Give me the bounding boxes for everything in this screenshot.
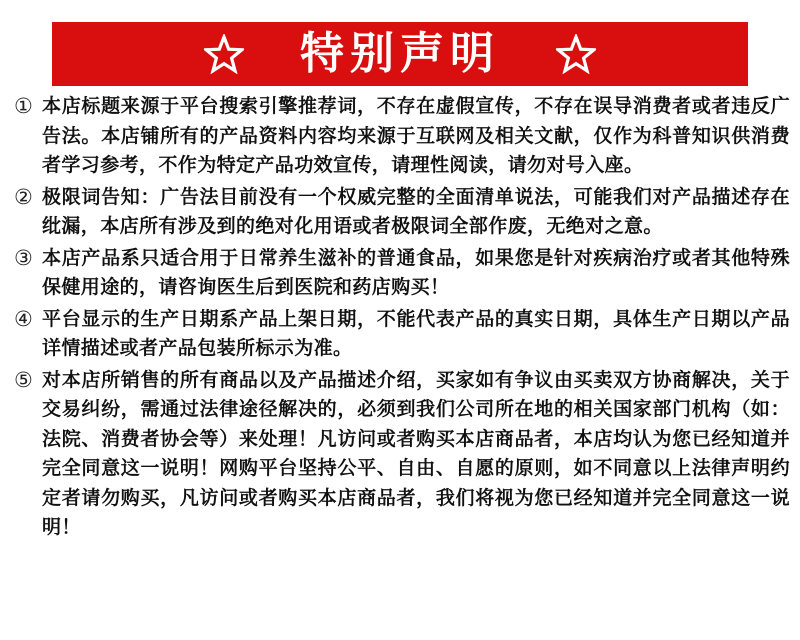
item-number: ①: [14, 94, 33, 118]
statement-item-1: [14, 92, 790, 181]
statement-list: [14, 92, 790, 545]
item-text: 极限词告知：广告法目前没有一个权威完整的全面清单说法，可能我们对产品描述存在纰漏，本店所有涉及到的绝对化用语或者极限词全部作废，无绝对之意。: [42, 185, 790, 237]
item-number: ②: [14, 184, 33, 209]
statement-item-4: [14, 305, 790, 364]
item-number: ⑤: [14, 367, 33, 392]
star-outline-icon: [204, 34, 244, 74]
item-number: ④: [14, 306, 33, 331]
item-number: ③: [14, 245, 33, 270]
item-text: 对本店所销售的所有商品以及产品描述介绍，买家如有争议由买卖双方协商解决，关于交易纠纷，需通过法律途径解决的，必须到我们公司所在地的相关国家部门机构（如：法院、消费者协会等）来处理！凡访问或者购买本店商品者，本店均认为您已经知道并完全同意这一说明！网购平台坚持公平、自由、自愿的原则，如不同意以上法律声明约定者请勿购买，凡访问或者购买本店商品者，我们将视为您已经知道并完全同意这一说明！: [42, 368, 790, 538]
page-title: 特别声明: [300, 28, 500, 79]
star-outline-icon: [556, 34, 596, 74]
statement-item-2: [14, 183, 790, 242]
item-text: 平台显示的生产日期系产品上架日期，不能代表产品的真实日期，具体生产日期以产品详情描述或者产品包装所标示为准。: [42, 307, 790, 359]
item-text: 本店产品系只适合用于日常养生滋补的普通食品，如果您是针对疾病治疗或者其他特殊保健用途的，请咨询医生后到医院和药店购买！: [42, 246, 790, 298]
statement-item-3: [14, 244, 790, 303]
statement-item-5: [14, 366, 790, 543]
item-text: 本店标题来源于平台搜索引擎推荐词，不存在虚假宣传，不存在误导消费者或者违反广告法。本店铺所有的产品资料内容均来源于互联网及相关文献，仅作为科普知识供消费者学习参考，不作为特定产品功效宣传，请理性阅读，请勿对号入座。: [42, 95, 790, 176]
title-banner: [52, 22, 748, 86]
